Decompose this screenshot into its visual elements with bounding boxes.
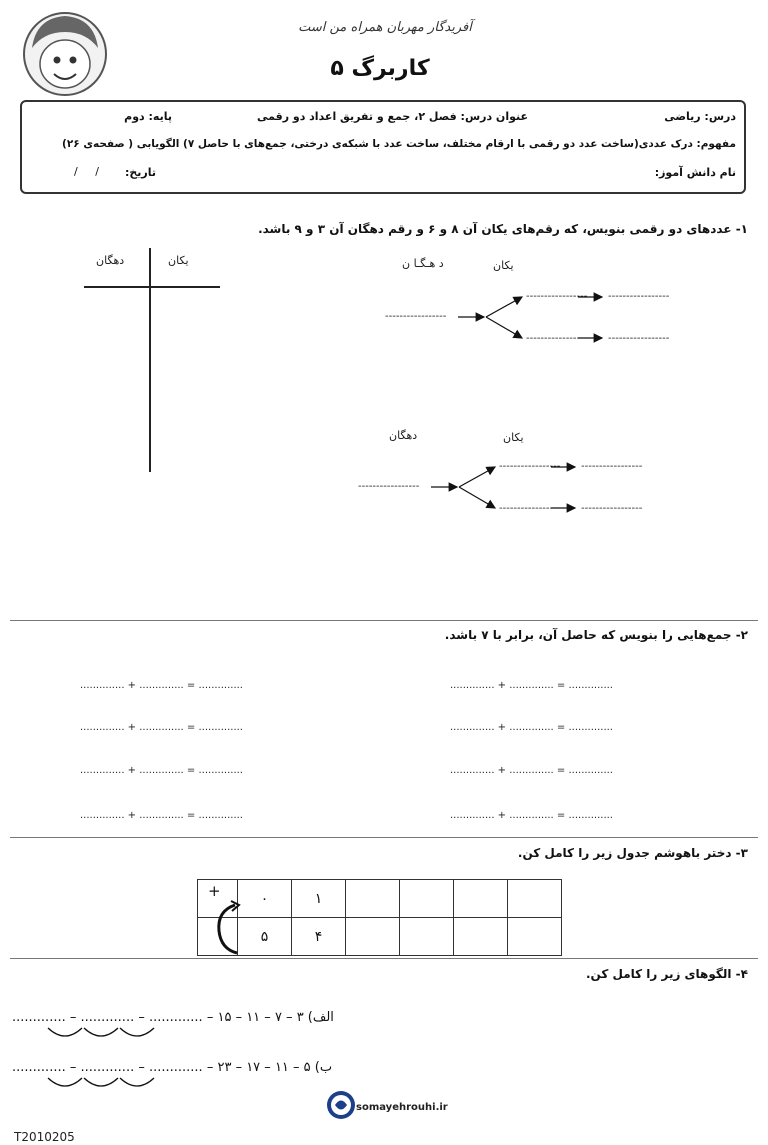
pattern-a-jump-arrows xyxy=(40,1024,170,1044)
tree1-result1-blank[interactable]: ----------------- xyxy=(608,291,670,302)
lesson-title: عنوان درس: فصل ۲، جمع و تفریق اعداد دو رقمی xyxy=(256,110,528,123)
addition-table xyxy=(197,879,562,956)
student-name-label: نام دانش آموز: xyxy=(654,166,736,179)
tree2-branch1-blank[interactable]: ----------------- xyxy=(499,461,561,472)
sum-row-left-1[interactable]: .............. + .............. = .............. xyxy=(80,680,243,691)
tree-diagram-2 xyxy=(353,425,653,525)
pattern-a[interactable]: الف) ۳ – ۷ – ۱۱ – ۱۵ – ............. – ............. – ............. xyxy=(12,1010,334,1025)
avatar xyxy=(22,10,108,98)
tree2-root-blank[interactable]: ----------------- xyxy=(358,481,420,492)
tree1-branch1-blank[interactable]: ----------------- xyxy=(526,291,588,302)
tree1-tens-label: د هـگـا ن xyxy=(402,257,444,270)
document-code: T2010205 xyxy=(14,1130,75,1144)
grid-cell[interactable] xyxy=(508,918,562,956)
tree1-arrows xyxy=(380,255,680,355)
tree2-ones-label: یکان xyxy=(503,431,524,444)
site-logo-icon xyxy=(326,1090,356,1120)
grid-cell: ۵ xyxy=(238,918,292,956)
tree-diagram-1 xyxy=(380,255,680,355)
sum-row-left-2[interactable]: .............. + .............. = .............. xyxy=(80,722,243,733)
addition-grid xyxy=(197,879,562,956)
tree1-root-blank[interactable]: ----------------- xyxy=(385,311,447,322)
chart-tens-header: دهگان xyxy=(96,254,125,267)
sum-row-right-1[interactable]: .............. + .............. = .............. xyxy=(450,680,613,691)
tree2-result2-blank[interactable]: ----------------- xyxy=(581,503,643,514)
plus-sign: + xyxy=(208,882,221,900)
grid-cell[interactable] xyxy=(454,880,508,918)
grid-cell: ۰ xyxy=(238,880,292,918)
q3-prompt: ۳- دختر باهوشم جدول زیر را کامل کن. xyxy=(517,846,748,860)
tree2-arrows xyxy=(353,425,653,525)
motto: آفریدگار مهربان همراه من است xyxy=(298,20,472,35)
tree1-ones-label: یکان xyxy=(493,259,514,272)
place-value-chart xyxy=(80,246,225,476)
grid-cell[interactable] xyxy=(454,918,508,956)
grid-cell: ۱ xyxy=(292,880,346,918)
grid-cell: ۴ xyxy=(292,918,346,956)
curved-arrow-icon xyxy=(211,899,241,959)
tree1-result2-blank[interactable]: ----------------- xyxy=(608,333,670,344)
sum-row-left-3[interactable]: .............. + .............. = .............. xyxy=(80,765,243,776)
divider-3 xyxy=(10,958,758,959)
sum-row-left-4[interactable]: .............. + .............. = .............. xyxy=(80,810,243,821)
grid-cell[interactable] xyxy=(508,880,562,918)
grid-cell[interactable] xyxy=(400,918,454,956)
concept-label: مفهوم: درک عددی(ساخت عدد دو رقمی با ارقام مختلف، ساخت عدد با شبکه‌ی درختی، جمع‌های با حاصل ۷) الگویابی ( صفحه‌ی ۲۶) xyxy=(62,138,736,150)
chart-vertical-line xyxy=(149,248,151,472)
chart-horizontal-line xyxy=(84,286,220,288)
subject-label: درس: ریاضی xyxy=(664,110,736,123)
tree2-branch2-blank[interactable]: ----------------- xyxy=(499,503,561,514)
tree1-branch2-blank[interactable]: ----------------- xyxy=(526,333,588,344)
q4-prompt: ۴- الگوهای زیر را کامل کن. xyxy=(585,967,748,981)
q2-prompt: ۲- جمع‌هایی را بنویس که حاصل آن، برابر با ۷ باشد. xyxy=(444,628,748,642)
date-label: تاریخ: xyxy=(124,166,156,179)
grade-label: پایه: دوم xyxy=(124,110,172,123)
table-row-top xyxy=(198,880,562,918)
table-row-bottom xyxy=(198,918,562,956)
sum-row-right-2[interactable]: .............. + .............. = .............. xyxy=(450,722,613,733)
sum-row-right-3[interactable]: .............. + .............. = .............. xyxy=(450,765,613,776)
q1-prompt: ۱- عددهای دو رقمی بنویس، که رقم‌های یکان آن ۸ و ۶ و رقم دهگان آن ۳ و ۹ باشد. xyxy=(258,222,748,236)
sum-row-right-4[interactable]: .............. + .............. = .............. xyxy=(450,810,613,821)
date-slashes: / / xyxy=(74,165,99,178)
divider-2 xyxy=(10,837,758,838)
grid-cell[interactable] xyxy=(346,918,400,956)
grid-cell[interactable] xyxy=(400,880,454,918)
pattern-b[interactable]: ب) ۵ – ۱۱ – ۱۷ – ۲۳ – ............. – ............. – ............. xyxy=(12,1060,333,1075)
page-title: کاربرگ ۵ xyxy=(330,56,430,81)
grid-cell[interactable] xyxy=(346,880,400,918)
site-url[interactable]: somayehrouhi.ir xyxy=(356,1102,448,1113)
pattern-b-jump-arrows xyxy=(40,1074,170,1094)
chart-ones-header: یکان xyxy=(168,254,189,267)
tree2-result1-blank[interactable]: ----------------- xyxy=(581,461,643,472)
tree2-tens-label: دهگان xyxy=(389,429,418,442)
divider-1 xyxy=(10,620,758,621)
